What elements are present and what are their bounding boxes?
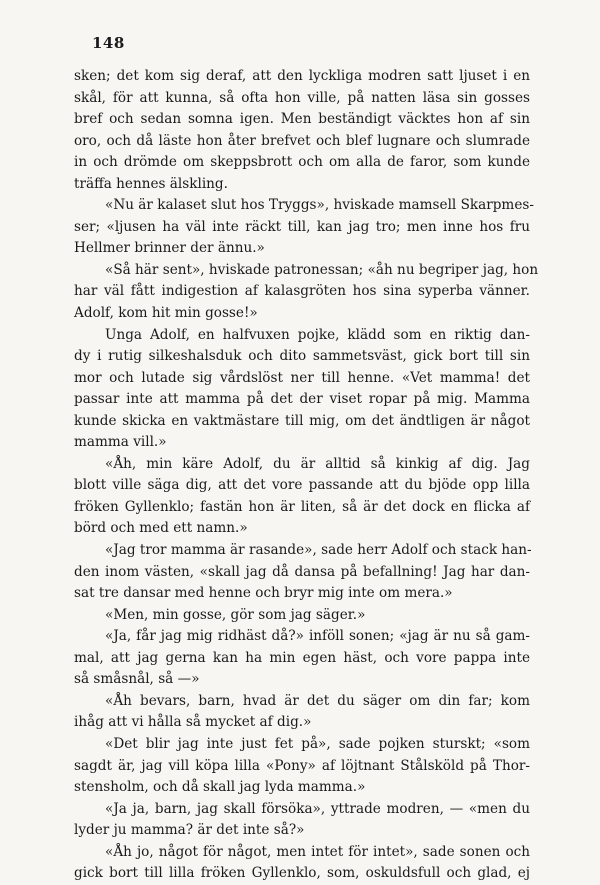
page-number: 148 (92, 34, 125, 52)
text-line: oro, och då läste hon åter brefvet och blef lugnare och slumrade (74, 132, 530, 149)
text-line: «Jag tror mamma är rasande», sade herr Adolf och stack han- (105, 542, 532, 559)
text-line: sat tre dansar med henne och bryr mig inte om mera.» (74, 585, 453, 602)
paragraph (74, 691, 530, 734)
text-line: «Så här sent», hviskade patronessan; «åh nu begriper jag, hon (105, 261, 539, 278)
paragraph (74, 799, 530, 842)
text-line: «Det blir jag inte just fet på», sade pojken sturskt; «som (105, 735, 530, 752)
paragraph (74, 66, 530, 195)
text-line: stensholm, och då skall jag lyda mamma.» (74, 779, 366, 796)
paragraph (74, 260, 539, 325)
text-line: «Nu är kalaset slut hos Tryggs», hviskade mamsell Skarpmes- (105, 197, 534, 214)
text-line: ser; «ljusen ha väl inte räckt till, kan jag tro; men inne hos fru (74, 218, 530, 235)
text-line: Hellmer brinner der ännu.» (74, 240, 265, 257)
paragraph (74, 325, 530, 454)
text-line: «Ja ja, barn, jag skall försöka», yttrade modren, — «men du (105, 800, 530, 817)
body-text (74, 66, 539, 885)
text-line: ihåg att vi hålla så mycket af dig.» (74, 714, 312, 731)
text-line: har väl fått indigestion af kalasgröten hos sina syperba vänner. (74, 283, 530, 300)
paragraph (74, 454, 530, 540)
text-line: dy i rutig silkeshalsduk och dito sammetsväst, gick bort till sin (74, 348, 530, 365)
text-line: Adolf, kom hit min gosse!» (74, 305, 258, 322)
text-line: «Men, min gosse, gör som jag säger.» (105, 606, 366, 623)
text-line: «Åh jo, något för något, men intet för intet», sade sonen och (105, 843, 530, 860)
text-line: passar inte att mamma på det der viset ropar på mig. Mamma (74, 391, 530, 408)
text-line: «Åh bevars, barn, hvad är det du säger om din far; kom (105, 692, 530, 709)
text-line: gick bort till lilla fröken Gyllenklo, som, oskuldsfull och glad, ej (74, 865, 530, 882)
text-line: «Ja, får jag mig ridhäst då?» inföll sonen; «jag är nu så gam- (105, 628, 530, 645)
text-line: in och drömde om skeppsbrott och om alla de faror, som kunde (74, 154, 530, 171)
text-line: sken; det kom sig deraf, att den lyckliga modren satt ljuset i en (74, 68, 530, 84)
text-line: «Åh, min käre Adolf, du är alltid så kinkig af dig. Jag (105, 455, 530, 472)
text-line: bref och sedan somna igen. Men beständigt väcktes hon af sin (74, 111, 530, 128)
paragraph (74, 626, 530, 691)
paragraph (74, 734, 530, 799)
text-line: fröken Gyllenklo; fastän hon är liten, så är det dock en flicka af (74, 498, 530, 515)
text-line: skål, för att kunna, så ofta hon ville, på natten läsa sin gosses (74, 89, 530, 106)
text-line: mamma vill.» (74, 434, 167, 451)
text-line: så småsnål, så —» (74, 671, 200, 688)
text-line: lyder ju mamma? är det inte så?» (74, 822, 305, 839)
text-line: den inom västen, «skall jag då dansa på befallning! Jag har dan- (74, 563, 530, 580)
text-line: mor och lutade sig vårdslöst ner till henne. «Vet mamma! det (74, 369, 530, 386)
text-line: blott ville säga dig, att det vore passande att du bjöde opp lilla (74, 477, 530, 494)
paragraph (74, 842, 530, 885)
text-line: börd och med ett namn.» (74, 520, 248, 537)
paragraph (74, 195, 534, 260)
text-line: mal, att jag gerna kan ha min egen häst, och vore pappa inte (74, 649, 530, 666)
text-line: träffa hennes älskling. (74, 175, 228, 192)
paragraph (74, 605, 530, 627)
text-line: sagdt är, jag vill köpa lilla «Pony» af löjtnant Stålsköld på Thor- (74, 757, 530, 774)
text-line: kunde skicka en vaktmästare till mig, om det ändtligen är något (74, 412, 530, 429)
paragraph (74, 540, 530, 605)
text-line: Unga Adolf, en halfvuxen pojke, klädd som en riktig dan- (105, 326, 530, 343)
